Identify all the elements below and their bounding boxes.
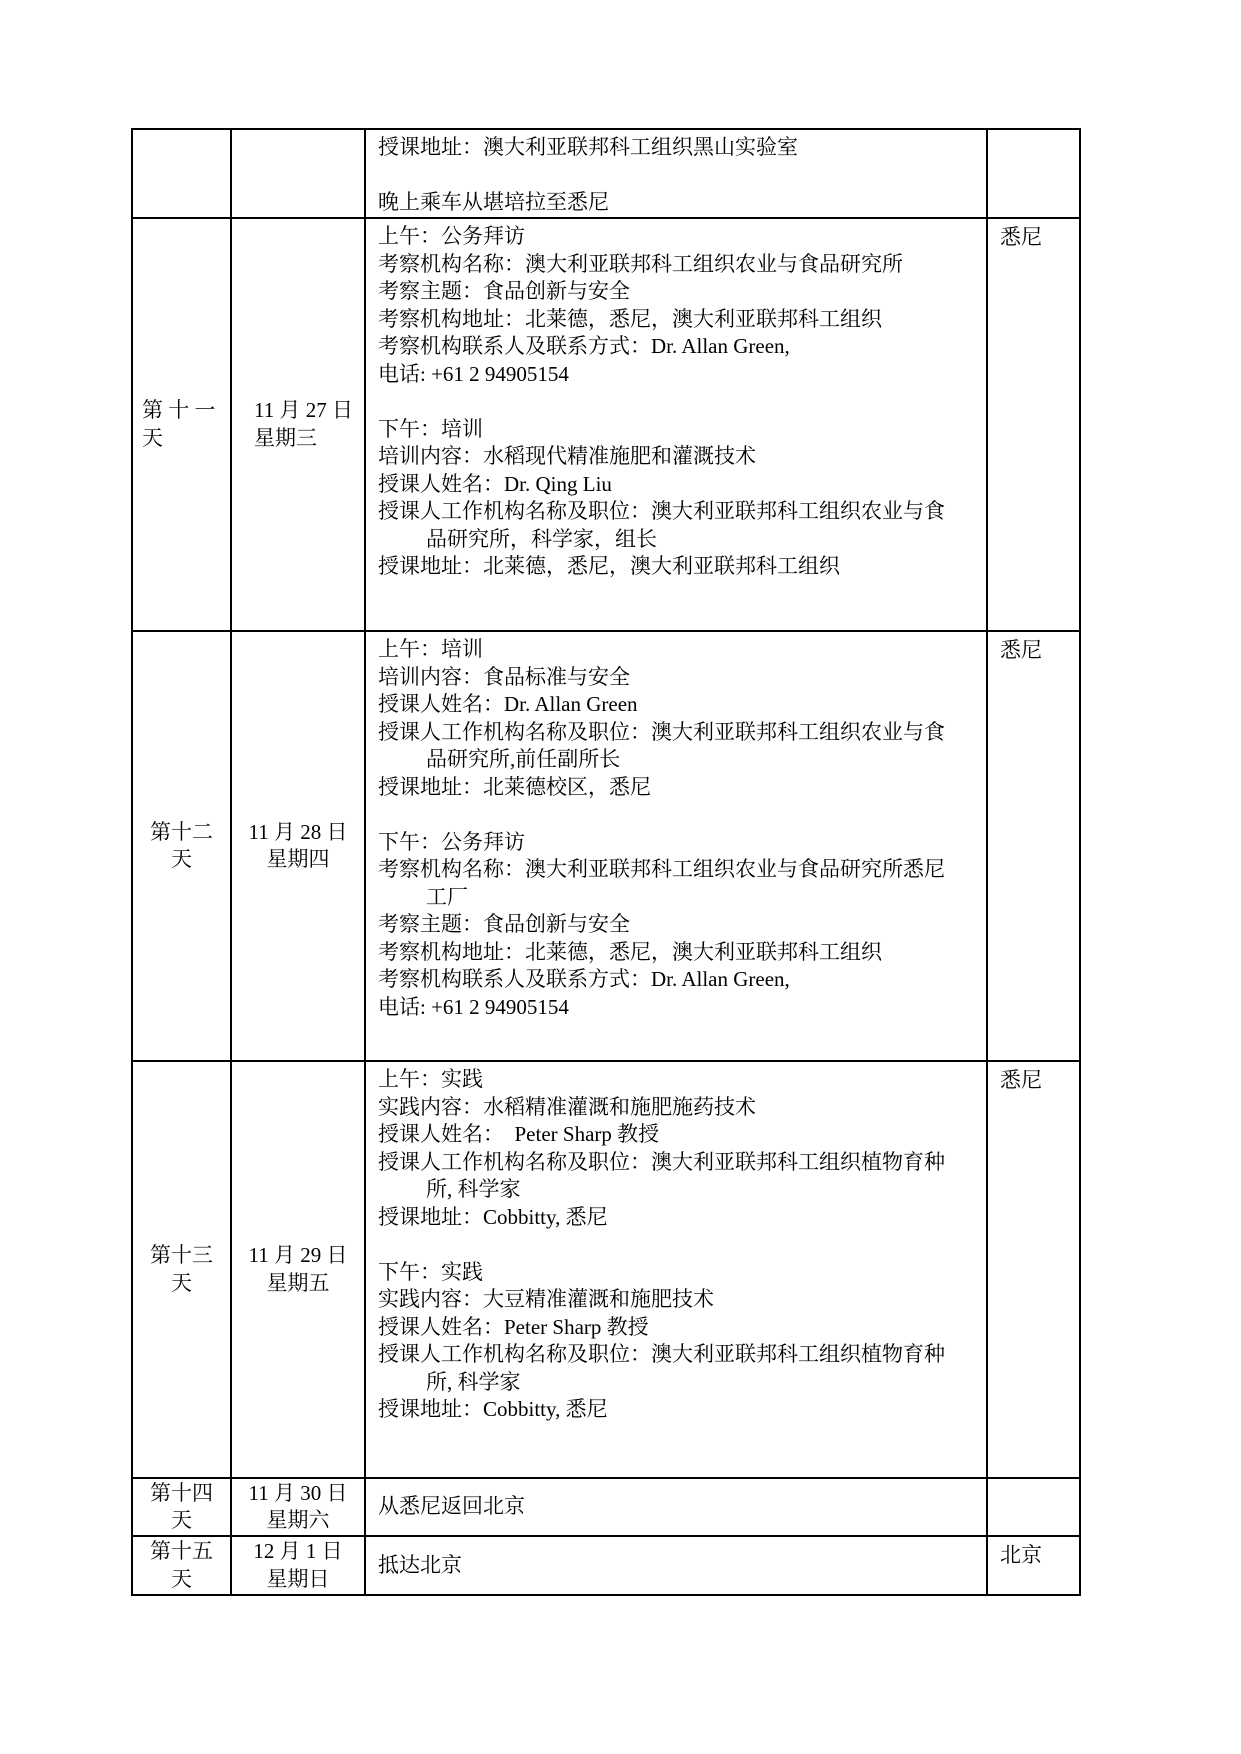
day-label: 天 <box>171 1270 192 1295</box>
date-label: 12 月 1 日 <box>253 1539 343 1563</box>
day-cell <box>133 632 232 1062</box>
content-line: 实践内容：大豆精准灌溉和施肥技术 <box>378 1287 714 1311</box>
date-cell <box>232 219 366 632</box>
content-line: 所, 科学家 <box>426 1177 521 1201</box>
day-label: 第十三 <box>150 1243 213 1267</box>
content-line: 品研究所,前任副所长 <box>426 747 621 771</box>
content-line: 下午：培训 <box>378 416 483 441</box>
table-row <box>133 219 1081 632</box>
content-line: 授课地址：Cobbitty, 悉尼 <box>378 1397 608 1421</box>
location-cell <box>988 130 1081 219</box>
date-cell <box>232 130 366 219</box>
table-row <box>133 1537 1081 1596</box>
location-cell <box>988 1537 1081 1596</box>
content-line: 培训内容：食品标准与安全 <box>378 664 630 689</box>
content-line: 考察机构地址：北莱德，悉尼，澳大利亚联邦科工组织 <box>378 306 882 331</box>
day-label: 第十五 <box>150 1539 213 1563</box>
content-cell <box>366 130 988 219</box>
table-row <box>133 632 1081 1062</box>
content-line: 考察主题：食品创新与安全 <box>378 279 630 303</box>
content-line: 考察主题：食品创新与安全 <box>378 912 630 936</box>
day-cell <box>133 1062 232 1479</box>
date-label: 星期六 <box>266 1508 330 1532</box>
content-line: 下午：实践 <box>378 1259 483 1284</box>
content-line: 所, 科学家 <box>426 1369 521 1394</box>
date-cell <box>232 632 366 1062</box>
location-label: 悉尼 <box>1000 225 1042 249</box>
content-line: 考察机构联系人及联系方式：Dr. Allan Green, <box>378 334 790 358</box>
content-line: 考察机构名称：澳大利亚联邦科工组织农业与食品研究所 <box>378 251 903 276</box>
date-cell <box>232 1479 366 1537</box>
date-label: 星期三 <box>254 425 317 450</box>
day-label: 第十四 <box>150 1480 213 1505</box>
day-label: 天 <box>171 1508 192 1532</box>
day-cell <box>133 1479 232 1537</box>
content-line: 上午：培训 <box>378 637 483 661</box>
day-label: 天 <box>171 1566 192 1591</box>
blank-line <box>378 162 980 190</box>
content-cell <box>366 1479 988 1537</box>
date-cell <box>232 1062 366 1479</box>
date-label: 11 月 28 日 <box>248 819 348 844</box>
content-line: 上午：公务拜访 <box>378 224 525 248</box>
location-cell <box>988 1062 1081 1479</box>
day-cell <box>133 1537 232 1596</box>
date-label: 11 月 27 日 <box>254 398 353 422</box>
content-line: 授课人姓名： Peter Sharp 教授 <box>378 1122 660 1146</box>
content-line: 品研究所，科学家，组长 <box>426 526 657 551</box>
date-label: 11 月 30 日 <box>248 1480 348 1505</box>
content-line: 授课人姓名：Dr. Allan Green <box>378 692 638 716</box>
table-row <box>133 130 1081 219</box>
day-label: 第 十 一 <box>142 398 216 422</box>
blank-line <box>378 388 980 416</box>
content-line: 授课地址：北莱德校区，悉尼 <box>378 774 651 799</box>
content-cell <box>366 632 988 1062</box>
content-line: 授课人工作机构名称及职位：澳大利亚联邦科工组织农业与食 <box>378 499 945 523</box>
location-label: 北京 <box>1000 1543 1042 1567</box>
content-line: 授课地址：Cobbitty, 悉尼 <box>378 1204 608 1229</box>
day-cell <box>133 130 232 219</box>
day-label: 天 <box>142 425 163 450</box>
content-line: 授课人姓名：Peter Sharp 教授 <box>378 1314 649 1339</box>
content-line: 工厂 <box>426 884 468 909</box>
blank-line <box>378 1231 980 1259</box>
content-line: 考察机构地址：北莱德，悉尼，澳大利亚联邦科工组织 <box>378 939 882 964</box>
content-line: 培训内容：水稻现代精准施肥和灌溉技术 <box>378 444 756 468</box>
content-cell <box>366 1537 988 1596</box>
location-label: 悉尼 <box>1000 1068 1042 1092</box>
content-line: 授课人工作机构名称及职位：澳大利亚联邦科工组织植物育种 <box>378 1342 945 1366</box>
content-line: 授课人工作机构名称及职位：澳大利亚联邦科工组织植物育种 <box>378 1149 945 1174</box>
content-line: 电话: +61 2 94905154 <box>378 994 569 1019</box>
content-line: 晚上乘车从堪培拉至悉尼 <box>378 190 609 214</box>
content-line: 上午：实践 <box>378 1067 483 1091</box>
date-label: 星期四 <box>266 847 330 871</box>
content-line: 授课地址：澳大利亚联邦科工组织黑山实验室 <box>378 135 798 159</box>
location-label: 悉尼 <box>1000 638 1042 662</box>
content-line: 授课地址：北莱德，悉尼，澳大利亚联邦科工组织 <box>378 554 840 578</box>
content-cell <box>366 219 988 632</box>
content-cell <box>366 1062 988 1479</box>
table-row <box>133 1479 1081 1537</box>
date-label: 11 月 29 日 <box>248 1243 348 1267</box>
location-cell <box>988 1479 1081 1537</box>
location-cell <box>988 632 1081 1062</box>
content-line: 抵达北京 <box>378 1552 462 1577</box>
itinerary-table <box>131 128 1081 1596</box>
content-line: 实践内容：水稻精准灌溉和施肥施药技术 <box>378 1094 756 1119</box>
content-line: 授课人工作机构名称及职位：澳大利亚联邦科工组织农业与食 <box>378 719 945 744</box>
content-line: 从悉尼返回北京 <box>378 1494 525 1519</box>
content-line: 授课人姓名：Dr. Qing Liu <box>378 471 612 496</box>
date-cell <box>232 1537 366 1596</box>
day-label: 第十二 <box>150 819 213 844</box>
location-cell <box>988 219 1081 632</box>
blank-line <box>378 801 980 829</box>
date-label: 星期五 <box>266 1270 330 1295</box>
date-label: 星期日 <box>266 1566 330 1591</box>
day-label: 天 <box>171 847 192 871</box>
table-row <box>133 1062 1081 1479</box>
content-line: 下午：公务拜访 <box>378 829 525 854</box>
content-line: 考察机构名称：澳大利亚联邦科工组织农业与食品研究所悉尼 <box>378 857 945 881</box>
content-line: 电话: +61 2 94905154 <box>378 361 569 386</box>
content-line: 考察机构联系人及联系方式：Dr. Allan Green, <box>378 967 790 991</box>
day-cell <box>133 219 232 632</box>
